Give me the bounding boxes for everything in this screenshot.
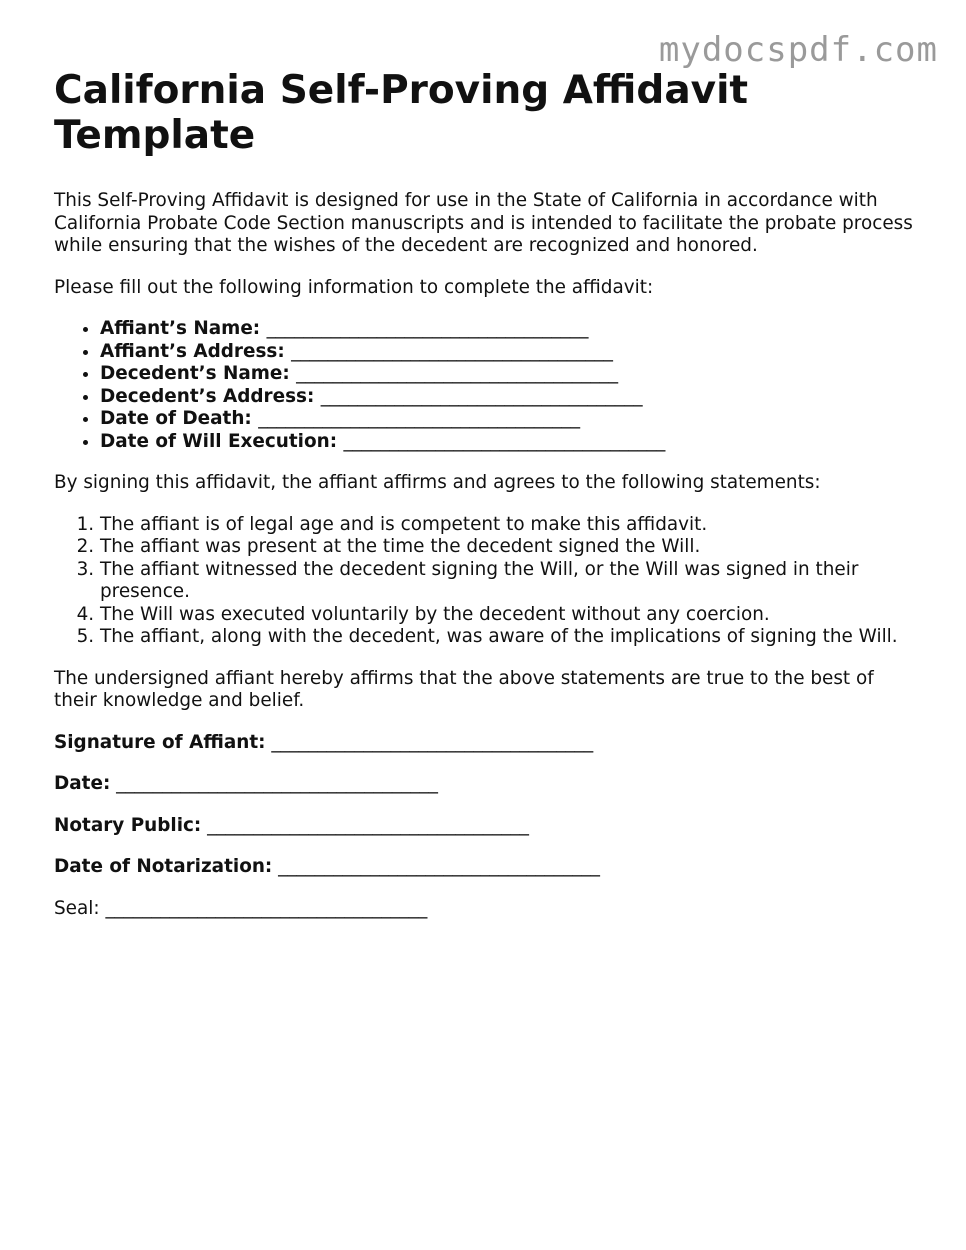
field-label: Affiant’s Name: (100, 318, 261, 339)
notarization-date-label: Date of Notarization: (54, 856, 273, 877)
instruction-paragraph: Please fill out the following information to complete the affidavit: (54, 276, 654, 298)
watermark: mydocspdf.com (658, 30, 938, 70)
seal-line (54, 898, 914, 921)
statement-item: 2. The affiant was present at the time the decedent signed the Will. (100, 536, 914, 559)
notary-label: Notary Public: (54, 814, 202, 836)
intro-paragraph: This Self-Proving Affidavit is designed for use in the State of California in accordance with California Probate Code Section manuscripts and is intended to facilitate the probate process while ensuring that the wishes of the decedent are recognized and honored. (54, 190, 913, 256)
document-page (54, 68, 914, 939)
signature-line (54, 732, 914, 755)
field-affiant-address (100, 341, 914, 364)
statement-item: 3. The affiant witnessed the decedent signing the Will, or the Will was signed in their presence. (100, 559, 914, 604)
statements-list (54, 514, 914, 649)
field-blank: ___________________________________ (320, 385, 643, 407)
affirmation-paragraph: The undersigned affiant hereby affirms that the above statements are true to the best of their knowledge and belief. (54, 667, 874, 711)
notary-blank: ___________________________________ (207, 814, 529, 836)
field-blank: ___________________________________ (258, 408, 581, 429)
field-blank: ___________________________________ (296, 363, 619, 384)
field-label: Decedent’s Name: (100, 363, 290, 384)
field-decedent-address (100, 386, 914, 409)
notarization-date-blank: ___________________________________ (278, 856, 600, 877)
field-blank: ___________________________________ (291, 340, 613, 362)
statement-item: 4. The Will was executed voluntarily by the decedent without any coercion. (100, 604, 914, 627)
field-affiant-name (100, 318, 914, 341)
field-decedent-name (100, 363, 914, 386)
date-blank: ___________________________________ (116, 773, 438, 794)
field-blank: ___________________________________ (266, 318, 589, 339)
field-date-of-will-execution (100, 431, 914, 454)
notarization-date-line (54, 856, 914, 879)
signature-blank: ___________________________________ (271, 731, 594, 753)
date-label: Date: (54, 773, 111, 794)
field-date-of-death (100, 408, 914, 431)
field-label: Decedent’s Address: (100, 385, 315, 407)
statement-item: 1. The affiant is of legal age and is competent to make this affidavit. (100, 514, 914, 537)
page-title: California Self-Proving Affidavit Template (54, 68, 749, 158)
field-label: Date of Death: (100, 408, 252, 429)
field-label: Affiant’s Address: (100, 340, 285, 362)
statement-item: 5. The affiant, along with the decedent, was aware of the implications of signing the Will. (100, 626, 914, 649)
signature-label: Signature of Affiant: (54, 731, 266, 753)
field-blank: ___________________________________ (343, 430, 666, 452)
seal-blank: ___________________________________ (105, 897, 428, 919)
field-label: Date of Will Execution: (100, 430, 338, 452)
seal-label: Seal: (54, 897, 100, 919)
date-line (54, 773, 914, 796)
info-fields-list (54, 318, 914, 453)
notary-line (54, 815, 914, 838)
statements-intro: By signing this affidavit, the affiant affirms and agrees to the following statements: (54, 472, 821, 493)
